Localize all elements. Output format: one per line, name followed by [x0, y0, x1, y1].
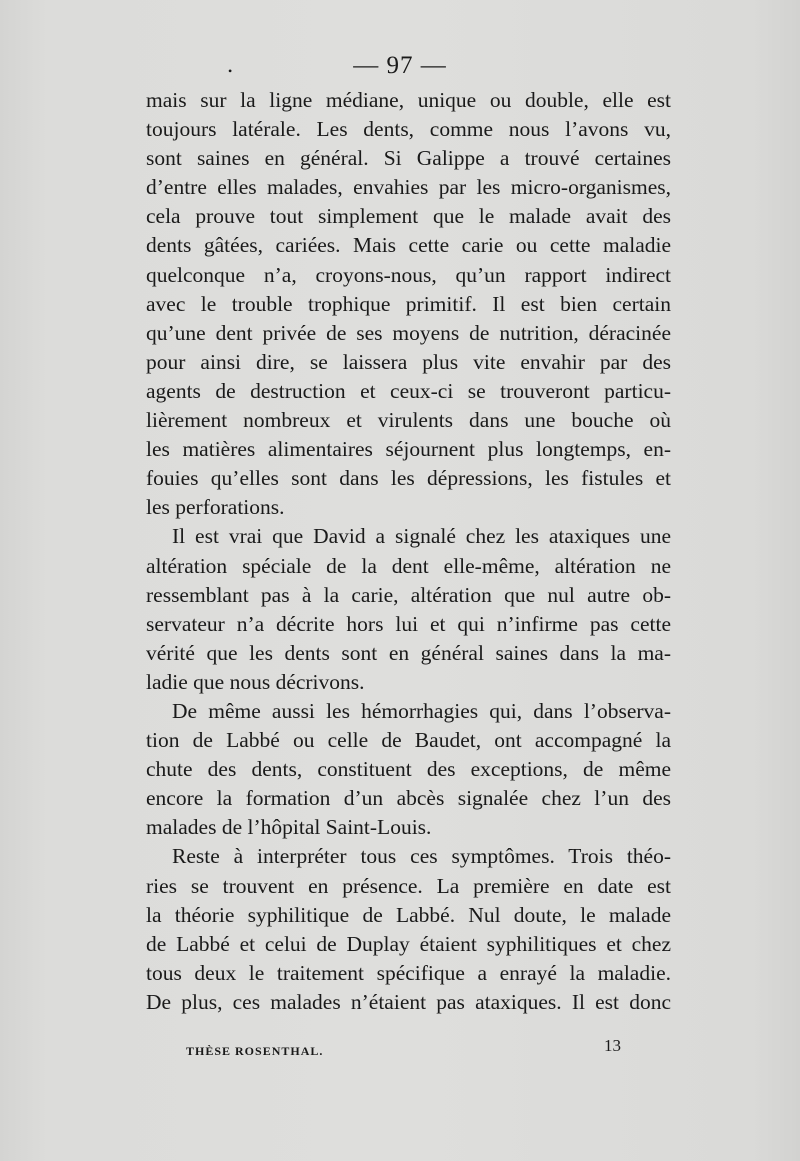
paragraph-1 — [146, 86, 671, 522]
text-line: cela prouve tout simplement que le malade avait des — [146, 204, 671, 229]
paragraph-3 — [146, 697, 671, 842]
text-line: ries se trouvent en présence. La première en date est — [146, 873, 671, 898]
text-line: les perforations. — [146, 495, 285, 520]
text-line: sont saines en général. Si Galippe a trouvé certaines — [146, 146, 671, 171]
text-line: ladie que nous décrivons. — [146, 669, 365, 694]
text-line: servateur n’a décrite hors lui et qui n’infirme pas cette — [146, 611, 671, 636]
text-line: De même aussi les hémorrhagies qui, dans l’observa- — [172, 698, 671, 723]
text-line: Reste à interpréter tous ces symptômes. Trois théo- — [172, 844, 671, 869]
text-line: de Labbé et celui de Duplay étaient syphilitiques et chez — [146, 931, 671, 956]
text-line: malades de l’hôpital Saint-Louis. — [146, 815, 432, 840]
text-line: quelconque n’a, croyons-nous, qu’un rapport indirect — [146, 262, 671, 287]
text-line: lièrement nombreux et virulents dans une bouche où — [146, 408, 671, 433]
text-line: tous deux le traitement spécifique a enrayé la maladie. — [146, 960, 671, 985]
text-line: vérité que les dents sont en général saines dans la ma- — [146, 640, 671, 665]
text-line: tion de Labbé ou celle de Baudet, ont accompagné la — [146, 728, 671, 753]
text-line: altération spéciale de la dent elle-même, altération ne — [146, 553, 671, 578]
text-line: encore la formation d’un abcès signalée chez l’un des — [146, 786, 671, 811]
text-line: fouies qu’elles sont dans les dépressions, les fistules et — [146, 466, 671, 491]
body-text — [146, 86, 671, 1017]
text-line: agents de destruction et ceux-ci se trouveront particu- — [146, 378, 671, 403]
text-line: les matières alimentaires séjournent plus longtemps, en- — [146, 437, 671, 462]
text-line: mais sur la ligne médiane, unique ou double, elle est — [146, 88, 671, 112]
text-line: chute des dents, constituent des exceptions, de même — [146, 757, 671, 782]
margin-dot: • — [228, 64, 233, 78]
text-line: qu’une dent privée de ses moyens de nutrition, déracinée — [146, 320, 671, 345]
text-line: pour ainsi dire, se laissera plus vite envahir par des — [146, 349, 671, 374]
text-line: De plus, ces malades n’étaient pas ataxiques. Il est donc — [146, 989, 671, 1014]
text-line: la théorie syphilitique de Labbé. Nul doute, le malade — [146, 902, 671, 927]
paragraph-4 — [146, 842, 671, 1017]
text-line: avec le trouble trophique primitif. Il est bien certain — [146, 291, 671, 316]
text-line: Il est vrai que David a signalé chez les ataxiques une — [172, 524, 671, 549]
text-line: ressemblant pas à la carie, altération que nul autre ob- — [146, 582, 671, 607]
text-line: toujours latérale. Les dents, comme nous l’avons vu, — [146, 117, 671, 142]
paragraph-2 — [146, 522, 671, 697]
text-line: dents gâtées, cariées. Mais cette carie ou cette maladie — [146, 233, 671, 258]
text-line: d’entre elles malades, envahies par les micro-organismes, — [146, 175, 671, 200]
page-number: — 97 — — [353, 52, 447, 79]
footer-signature: THÈSE ROSENTHAL. — [186, 1044, 324, 1058]
signature-mark: 13 — [604, 1036, 621, 1055]
